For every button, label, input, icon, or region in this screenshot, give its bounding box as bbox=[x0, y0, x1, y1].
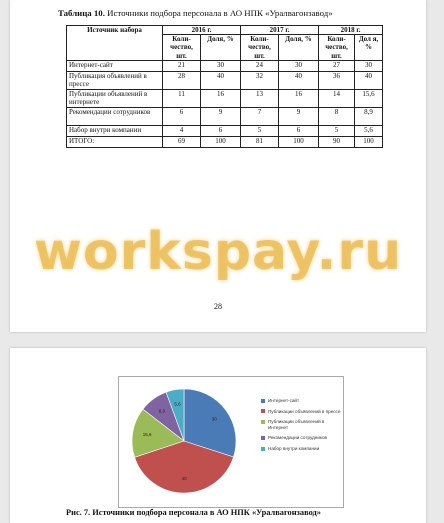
table-row bbox=[67, 71, 383, 89]
table-cell: 32 bbox=[241, 71, 279, 89]
legend-label: Публикации объявлений в прессе bbox=[268, 408, 341, 414]
pie-data-label: 15,6 bbox=[142, 432, 152, 438]
row-label: Публикация объявлений в прессе bbox=[67, 71, 163, 89]
table-cell: 40 bbox=[279, 71, 319, 89]
table-cell: 6 bbox=[201, 125, 241, 136]
row-label: Интернет-сайт bbox=[67, 60, 163, 71]
subheader-share: Доля, % bbox=[201, 35, 241, 61]
legend-swatch bbox=[261, 436, 265, 440]
pie-data-label: 30 bbox=[211, 416, 217, 422]
table-cell: 5 bbox=[319, 125, 355, 136]
header-year-2017: 2017 г. bbox=[241, 26, 319, 35]
table-cell: 7 bbox=[241, 107, 279, 125]
table-cell: 5 bbox=[241, 125, 279, 136]
table-cell: 9 bbox=[279, 107, 319, 125]
subheader-count: Коли-чество, шт. bbox=[163, 35, 201, 61]
legend-swatch bbox=[261, 447, 265, 451]
table-cell: 8,9 bbox=[355, 107, 383, 125]
table-cell: 30 bbox=[279, 60, 319, 71]
table-cell: 24 bbox=[241, 60, 279, 71]
table-cell: 21 bbox=[163, 60, 201, 71]
legend-swatch bbox=[261, 420, 265, 424]
document-page-2 bbox=[10, 348, 426, 523]
table-cell: 100 bbox=[355, 136, 383, 147]
table-cell: 6 bbox=[279, 125, 319, 136]
legend-label: Интернет-сайт bbox=[268, 398, 300, 403]
subheader-share: Дол я, % bbox=[355, 35, 383, 61]
header-source: Источник набора bbox=[67, 26, 163, 61]
table-cell: 30 bbox=[355, 60, 383, 71]
table-cell: 8 bbox=[319, 107, 355, 125]
row-label: ИТОГО: bbox=[67, 136, 163, 147]
table-cell: 9 bbox=[201, 107, 241, 125]
pie-data-label: 8,9 bbox=[158, 408, 166, 414]
legend-item bbox=[261, 409, 341, 415]
pie-data-label: 40 bbox=[181, 475, 187, 481]
table-cell: 27 bbox=[319, 60, 355, 71]
table-cell: 81 bbox=[241, 136, 279, 147]
row-label: Рекомендации сотрудников bbox=[67, 107, 163, 125]
table-cell: 30 bbox=[201, 60, 241, 71]
legend-swatch bbox=[261, 399, 265, 403]
legend-item bbox=[261, 398, 341, 404]
chart-frame bbox=[118, 376, 344, 508]
table-cell: 100 bbox=[201, 136, 241, 147]
subheader-count: Коли-чество, шт. bbox=[319, 35, 355, 61]
table-cell: 28 bbox=[163, 71, 201, 89]
table-cell: 100 bbox=[279, 136, 319, 147]
legend-item bbox=[261, 419, 341, 430]
subheader-count: Коли-чество, шт. bbox=[241, 35, 279, 61]
table-header-row bbox=[67, 26, 383, 35]
row-label: Публикации объявлений в интернете bbox=[67, 89, 163, 107]
legend-label: Публикации объявлений в Интернет bbox=[268, 419, 325, 430]
watermark: workspay.ru bbox=[33, 222, 403, 282]
legend-item bbox=[261, 446, 341, 452]
header-year-2016: 2016 г. bbox=[163, 26, 241, 35]
table-row bbox=[67, 107, 383, 125]
table-cell: 69 bbox=[163, 136, 201, 147]
page-number: 28 bbox=[214, 302, 222, 311]
chart-legend bbox=[261, 398, 341, 457]
table-cell: 11 bbox=[163, 89, 201, 107]
table-row bbox=[67, 89, 383, 107]
table-row bbox=[67, 60, 383, 71]
table-cell: 36 bbox=[319, 71, 355, 89]
table-row bbox=[67, 136, 383, 147]
table-cell: 16 bbox=[279, 89, 319, 107]
table-cell: 40 bbox=[355, 71, 383, 89]
table-cell: 16 bbox=[201, 89, 241, 107]
table-cell: 40 bbox=[201, 71, 241, 89]
table-cell: 5,6 bbox=[355, 125, 383, 136]
table-cell: 15,6 bbox=[355, 89, 383, 107]
table-row bbox=[67, 125, 383, 136]
legend-swatch bbox=[261, 409, 265, 413]
table-cell: 14 bbox=[319, 89, 355, 107]
table-cell: 13 bbox=[241, 89, 279, 107]
legend-label: Набор внутри компании bbox=[268, 445, 320, 451]
document-page-1 bbox=[10, 0, 426, 332]
figure-caption: Рис. 7. Источники подбора персонала в АО НПК «Уралвагонзавод» bbox=[66, 508, 321, 517]
table-cell: 4 bbox=[163, 125, 201, 136]
recruitment-sources-table bbox=[66, 25, 383, 148]
legend-item bbox=[261, 435, 341, 441]
pie-data-label: 5,6 bbox=[174, 401, 181, 407]
table-caption: Таблица 10. Источники подбора персонала в АО НПК «Уралвагонзавод» bbox=[58, 8, 333, 18]
header-year-2018: 2018 г. bbox=[319, 26, 383, 35]
row-label: Набор внутри компании bbox=[67, 125, 163, 136]
table-cell: 90 bbox=[319, 136, 355, 147]
subheader-share: Доля, % bbox=[279, 35, 319, 61]
legend-label: Рекомендации сотрудников bbox=[268, 435, 327, 441]
table-cell: 6 bbox=[163, 107, 201, 125]
